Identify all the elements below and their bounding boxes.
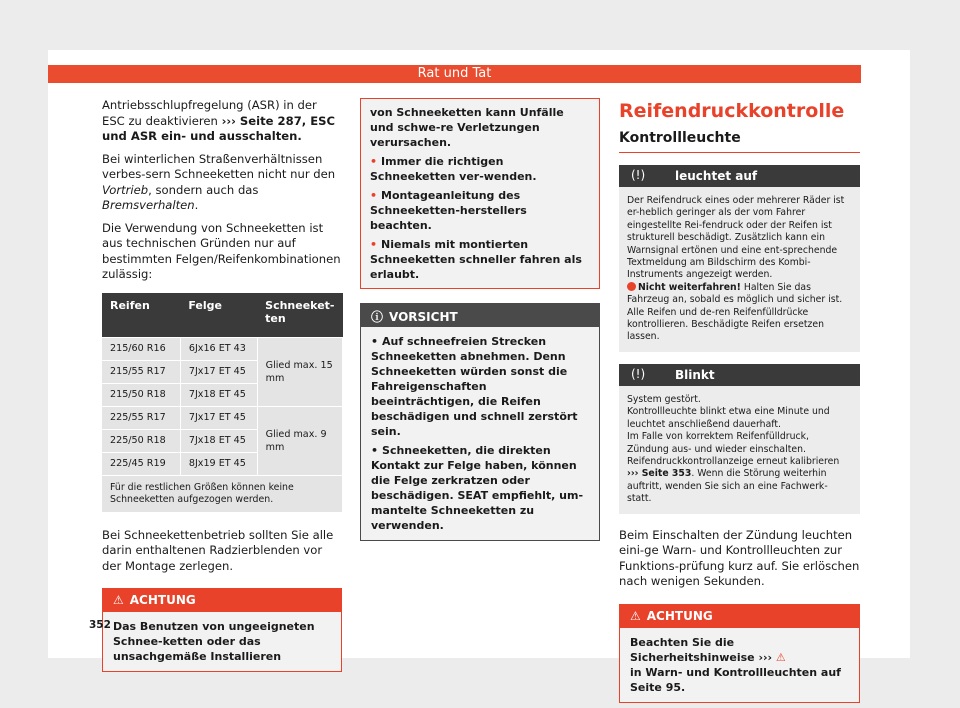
paragraph-asr-text: Antriebsschlupfregelung (ASR) in der ESC zu deaktivieren	[102, 98, 317, 128]
winter-text-2: , sondern auch das	[148, 182, 259, 197]
stop-icon	[627, 282, 636, 291]
list-item	[371, 443, 589, 533]
cell-reifen: 215/50 R18	[102, 383, 180, 406]
bullet-icon: •	[370, 238, 378, 251]
cell-chain-9: Glied max. 9 mm	[257, 406, 342, 475]
link-seite-353[interactable]: ››› Seite 353	[627, 468, 692, 480]
header-reifen: Reifen	[102, 293, 180, 338]
tyre-pressure-icon: (!)	[631, 366, 646, 381]
list-item-text: Auf schneefreien Strecken Schneeketten abnehmen. Denn Schneeketten würden sonst die Fahreigenschaften beeinträchtigen, die Reifen beschädigen und schnell zerstört sein.	[371, 335, 578, 438]
warning-text-1[interactable]: Beachten Sie die Sicherheitshinweise ›››	[630, 635, 776, 664]
paragraph-winter	[102, 152, 342, 214]
column-right	[619, 98, 860, 703]
paragraph-usage: Die Verwendung von Schneeketten ist aus technischen Gründen nur auf bestimmten Felgen/Reifenkombinationen zulässig:	[102, 220, 341, 281]
list-item-text: Immer die richtigen Schneeketten ver-wenden.	[370, 155, 537, 183]
indicator-label: Blinkt	[675, 367, 715, 382]
list-item	[371, 334, 589, 439]
indicator-box-on	[619, 165, 860, 352]
indicator-text-2: Halten Sie das Fahrzeug an, sobald es möglich und sicher ist. Alle Reifen und de-ren Reifenfülldrücke kontrollieren. Beschädigte Reifen ersetzen lassen.	[627, 281, 843, 343]
cell-felge: 7Jx17 ET 45	[180, 406, 257, 429]
indicator-line	[627, 431, 852, 505]
cell-felge: 6Jx16 ET 43	[180, 337, 257, 360]
paragraph-hubcaps: Bei Schneekettenbetrieb sollten Sie alle darin enthaltenen Radzierblenden vor der Montage zerlegen.	[102, 527, 334, 573]
tyre-table	[102, 293, 343, 512]
caution-box	[360, 303, 600, 541]
winter-italic-vortrieb: Vortrieb	[102, 182, 149, 197]
cell-felge: 7Jx18 ET 45	[180, 429, 257, 452]
cell-reifen: 225/50 R18	[102, 429, 180, 452]
section-header-bar	[48, 65, 861, 83]
column-left	[102, 98, 342, 672]
table-row	[102, 337, 343, 360]
warning-continuation-text: von Schneeketten kann Unfälle und schwe-re Verletzungen verursachen.	[370, 106, 564, 149]
warning-text-2: in Warn- und Kontrollleuchten auf Seite 95.	[630, 665, 841, 694]
winter-text-3: .	[194, 198, 199, 212]
bullet-icon: •	[370, 189, 378, 202]
warning-triangle-icon: ⚠	[775, 650, 786, 664]
stop-warning: Nicht weiterfahren!	[638, 281, 741, 293]
header-felge: Felge	[180, 293, 257, 338]
info-circle-icon: ⓘ	[371, 310, 384, 324]
winter-italic-bremsverhalten: Bremsverhalten	[102, 198, 195, 212]
table-note-row	[102, 475, 343, 512]
tyre-pressure-icon: (!)	[631, 168, 646, 182]
indicator-text: Der Reifendruck eines oder mehrerer Räder ist er-heblich geringer als der vom Fahrer eingestellte Rei-fendruck oder der Reifen ist strukturell beschädigt. Zusätzlich kann ein Warnsignal ertönen und eine ent-sprechende Textmeldung am Bildschirm des Kombi-Instruments angezeigt werden.	[627, 195, 845, 281]
warning-header	[620, 605, 859, 628]
section-heading: Reifendruckkontrolle	[619, 100, 845, 122]
indicator-header	[619, 165, 860, 187]
warning-triangle-icon: ⚠	[113, 593, 124, 607]
table-row	[102, 406, 343, 429]
table-note: Für die restlichen Größen können keine Schneeketten aufgezogen werden.	[102, 475, 343, 512]
indicator-header	[619, 364, 860, 386]
indicator-description	[619, 187, 860, 352]
paragraph-ignition: Beim Einschalten der Zündung leuchten eini-ge Warn- und Kontrollleuchten zur Funktions-prüfung kurz auf. Sie erlöschen nach wenigen Sekunden.	[619, 527, 860, 589]
cell-reifen: 225/45 R19	[102, 452, 180, 475]
warning-header	[103, 589, 341, 612]
warning-triangle-icon: ⚠	[630, 608, 641, 623]
bullet-icon: •	[371, 444, 379, 457]
subsection-heading: Kontrollleuchte	[619, 130, 860, 153]
cell-reifen: 225/55 R17	[102, 406, 180, 429]
list-item	[370, 188, 590, 233]
section-title: Rat und Tat	[417, 66, 492, 81]
list-item-text: Montageanleitung des Schneeketten-herstellers beachten.	[370, 189, 527, 232]
cell-reifen: 215/55 R17	[102, 360, 180, 383]
warning-box	[619, 604, 860, 703]
paragraph-asr	[102, 98, 342, 145]
indicator-text-2: . Wenn die Störung weiterhin auftritt, wenden Sie sich an eine Fachwerk-statt.	[627, 468, 828, 505]
warning-text: Das Benutzen von ungeeigneten Schnee-ketten oder das unsachgemäße Installieren	[113, 620, 315, 663]
link-esc-asr[interactable]: ››› Seite 287, ESC und ASR ein- und ausschalten.	[102, 113, 335, 143]
list-item	[370, 237, 590, 282]
caution-title: VORSICHT	[389, 310, 458, 324]
warning-continuation-box	[360, 98, 600, 289]
list-item-text: Schneeketten, die direkten Kontakt zur Felge haben, können die Felge zerkratzen oder beschädigen. SEAT empfiehlt, um-mantelte Schneeketten zu verwenden.	[371, 444, 584, 532]
indicator-description	[619, 386, 860, 514]
table-header-row	[102, 293, 343, 338]
indicator-line: System gestört.	[627, 393, 701, 405]
indicator-text: Im Falle von korrektem Reifenfülldruck, Zündung aus- und wieder einschalten. Reifendruckkontrollanzeige erneut kalibrieren	[627, 431, 840, 467]
page-number: 352	[89, 619, 111, 631]
caution-body	[361, 327, 599, 540]
cell-felge: 8Jx19 ET 45	[180, 452, 257, 475]
warning-title: ACHTUNG	[129, 593, 196, 607]
bullet-icon: •	[370, 155, 378, 168]
warning-text	[620, 628, 859, 702]
warning-title: ACHTUNG	[646, 608, 713, 623]
indicator-line: Kontrollleuchte blinkt etwa eine Minute und leuchtet anschließend dauerhaft.	[627, 406, 830, 430]
caution-header	[361, 304, 599, 327]
cell-felge: 7Jx18 ET 45	[180, 383, 257, 406]
bullet-icon: •	[371, 335, 379, 348]
winter-text-1: Bei winterlichen Straßenverhältnissen verbes-sern Schneeketten nicht nur den	[102, 151, 336, 181]
cell-chain-15: Glied max. 15 mm	[257, 337, 342, 406]
cell-reifen: 215/60 R16	[102, 337, 180, 360]
header-schneeketten: Schneeket-ten	[257, 293, 342, 338]
cell-felge: 7Jx17 ET 45	[180, 360, 257, 383]
indicator-label: leuchtet auf	[675, 169, 758, 183]
list-item	[370, 154, 590, 184]
list-item-text: Niemals mit montierten Schneeketten schneller fahren als erlaubt.	[370, 238, 582, 281]
column-middle	[360, 98, 600, 541]
warning-box	[102, 588, 342, 672]
indicator-box-blink	[619, 364, 860, 514]
